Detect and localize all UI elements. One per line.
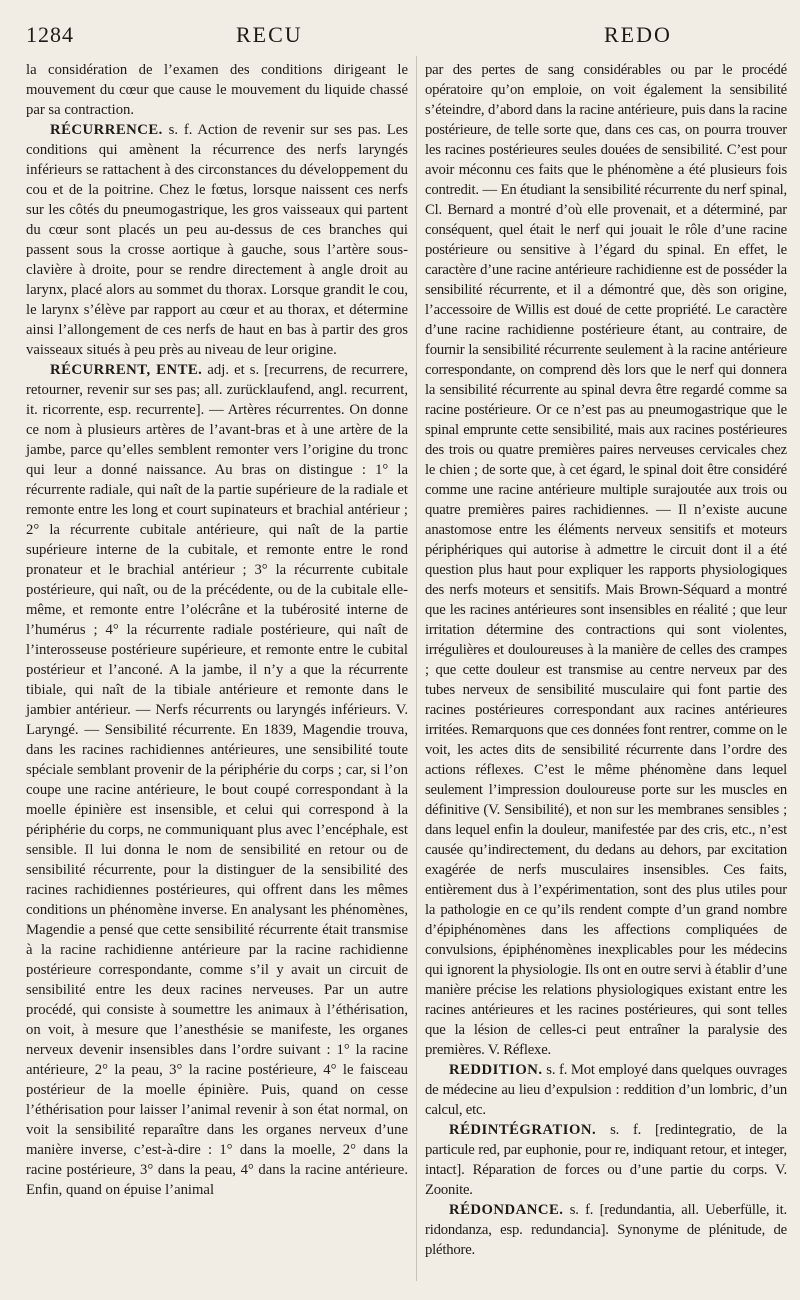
page-number: 1284 bbox=[26, 22, 74, 47]
entry-redintegration bbox=[425, 1120, 787, 1200]
running-head-left: RECU bbox=[236, 22, 303, 47]
headword: RÉCURRENCE. bbox=[50, 122, 163, 138]
entry-redondance bbox=[425, 1200, 787, 1260]
entry-recurrence bbox=[26, 120, 408, 360]
headword: REDDITION. bbox=[449, 1062, 543, 1078]
entry-recurrent bbox=[26, 360, 408, 1200]
headword: RÉDONDANCE. bbox=[449, 1202, 564, 1218]
entry-reddition bbox=[425, 1060, 787, 1120]
entry-body: s. f. Action de revenir sur ses pas. Les conditions qui amènent la récurrence des nerfs laryngés inférieurs se rattachent à des circonstances du développement du cou et de la poitrine. Chez le fœtus, lorsque naissent ces nerfs sur les côtés du pneumogastrique, les gros vaisseaux qui partent du cœur sont placés un peu au-dessus de ces branches qui passent sous la crosse aortique à gauche, sous l’artère sous-clavière à droite, pour se rendre directement à angle droit au larynx, placé alors au sommet du thorax. Lorsque grandit le cou, le larynx s’élève par rapport au cœur et au thorax, et détermine ainsi l’allongement de ces nerfs de haut en bas à partir des gros vaisseaux situés à peu près au niveau de leur origine. bbox=[26, 122, 408, 358]
left-column bbox=[26, 60, 408, 1200]
headword: RÉDINTÉGRATION. bbox=[449, 1122, 597, 1138]
column-divider bbox=[416, 56, 417, 1281]
running-head-right: REDO bbox=[604, 22, 672, 47]
headword: RÉCURRENT, ENTE. bbox=[50, 362, 203, 378]
entry-body: s. f. [redundantia, all. Ueberfülle, it. ridondanza, esp. redundancia]. Synonyme de plénitude, de pléthore. bbox=[425, 1202, 787, 1258]
entry-body: s. f. Mot employé dans quelques ouvrages de médecine au lieu d’expulsion : reddition d’un lombric, d’un calcul, etc. bbox=[425, 1062, 787, 1118]
entry-body: s. f. [redintegratio, de la particule red, par euphonie, pour re, indiquant retour, et integer, intact]. Réparation de forces ou d’une partie du corps. V. Zoonite. bbox=[425, 1122, 787, 1198]
entry-body: adj. et s. [recurrens, de recurrere, retourner, revenir sur ses pas; all. zurücklaufend, angl. recurrent, it. ricorrente, esp. recurrente]. — Artères récurrentes. On donne ce nom à plusieurs artères de l’avant-bras et à une artère de la jambe, parce qu’elles semblent remonter vers l’origine du tronc qui leur a donné naissance. Au bras on distingue : 1° la récurrente radiale, qui naît de la partie supérieure de la radiale et remonte entre les long et court supinateurs et brachial antérieur ; 2° la récurrente cubitale antérieure, qui naît de la partie supérieure interne de la cubitale, et remonte entre le rond pronateur et le brachial antérieur ; 3° la récurrente cubitale postérieure, qui naît, ou de la précédente, ou de la cubitale elle-même, et remonte entre l’olécrâne et la tubérosité interne de l’humérus ; 4° la récurrente radiale postérieure, qui naît de l’interosseuse postérieure supérieure, et remonte entre le cubital postérieur et l’anconé. A la jambe, il n’y a que la récurrente tibiale, qui naît de la tibiale antérieure et remonte dans le jambier antérieur. — Nerfs récurrents ou laryngés inférieurs. V. Laryngé. — Sensibilité récurrente. En 1839, Magendie trouva, dans les racines rachidiennes antérieures, une sensibilité toute spéciale semblant provenir de la périphérie du corps ; car, si l’on coupe une racine antérieure, le bout coupé correspondant à la moelle épinière est insensible, et celui qui correspond à la périphérie du corps, ne communiquant plus avec l’encéphale, est sensible. Il lui donna le nom de sensibilité en retour ou de sensibilité récurrente, pour la distinguer de la sensibilité des racines rachidiennes postérieures, qui offrent dans les mêmes conditions un phénomène inverse. En analysant les phénomènes, Magendie a pensé que cette sensibilité récurrente était transmise à la racine rachidienne antérieure par la racine rachidienne postérieure correspondante, comme s’il y avait un circuit de sensibilité entre les deux racines nerveuses. Par un autre procédé, qui consiste à soumettre les animaux à l’éthérisation, on voit, à mesure que l’anesthésie se manifeste, les organes nerveux devenir insensibles dans l’ordre suivant : 1° la racine antérieure, 2° la peau, 3° la racine postérieure, 4° le faisceau postérieur de la moelle épinière. Puis, quand on cesse l’éthérisation pour laisser l’animal revenir à son état normal, on voit la sensibilité reparaître dans les organes nerveux d’une manière inverse, c’est-à-dire : 1° dans la moelle, 2° dans la racine postérieure, 3° dans la peau, 4° dans la racine antérieure. Enfin, quand on épuise l’animal bbox=[26, 362, 409, 1198]
page-header bbox=[26, 22, 782, 56]
continuation-paragraph: par des pertes de sang considérables ou par le procédé opératoire qu’on emploie, on voit également la sensibilité s’éteindre, d’abord dans la racine antérieure, puis dans la racine postérieure, de telle sorte que, dans ces cas, on pourra trouver les racines postérieures seules douées de sensibilité. C’est pour avoir méconnu ces faits que le phénomène a été plusieurs fois contredit. — En étudiant la sensibilité récurrente du nerf spinal, Cl. Bernard a montré d’où elle provenait, et a déterminé, par conséquent, quel était le nerf qui jouait le rôle d’une racine postérieure ou sensitive à l’égard du spinal. En effet, le caractère d’une racine antérieure rachidienne est de posséder la sensibilité récurrente, et il a démontré que, dès son origine, l’accessoire de Willis est doué de cette propriété. Le caractère d’une racine rachidienne postérieure étant, au contraire, de fournir la sensibilité récurrente seulement à la racine antérieure correspondante, on comprend dès lors que le nerf qui donnera la sensibilité récurrente au spinal devra être regardé comme sa racine postérieure. Or ce n’est pas au pneumogastrique que le spinal emprunte cette sensibilité, mais aux racines postérieures des trois ou quatre premières paires nerveuses cervicales chez le chien ; de sorte que, à cet égard, le spinal doit être considéré comme une racine antérieure multiple surajoutée aux trois ou quatre premières paires rachidiennes. — Il n’existe aucune anastomose entre les éléments nerveux sensitifs et moteurs périphériques qui autorise à admettre le circuit dont il a été question plus haut pour expliquer les rapports physiologiques des nerfs moteurs et sensitifs. Mais Brown-Séquard a montré que les racines antérieures sont insensibles en réalité ; que leur irritation détermine des contractions qui sont violentes, irrégulières et douloureuses à la manière de celles des crampes ; que cette douleur est transmise au centre nerveux par des tubes nerveux de sensibilité musculaire qui font partie des racines postérieures correspondant aux racines antérieures irritées. Remarquons que ces données font rentrer, comme on le voit, les actes dits de sensibilité récurrente dans l’ordre des actions réflexes. C’est le même phénomène dans lequel seulement l’impression douloureuse porte sur les muscles en définitive (V. Sensibilité), et non sur les membranes sensibles ; dans lequel enfin la douleur, manifestée par des cris, etc., n’est causée qu’indirectement, du dedans au dehors, par excitation exagérée de nerfs musculaires insensibles. Ces faits, entièrement dus à l’expérimentation, sont des plus utiles pour la pathologie en ce qu’ils rendent compte d’un grand nombre d’épiphénomènes dans les affections compliquées de convulsions, épiphénomènes inexplicables pour les médecins qui ignorent la physiologie. Ils ont en outre servi à établir d’une manière précise les relations physiologiques existant entre les racines antérieures et les racines postérieures, qui sont telles que la lésion de celles-ci peut entraîner la paralysie des premières. V. Réflexe. bbox=[425, 62, 787, 1058]
continuation-paragraph: la considération de l’examen des conditions dirigeant le mouvement du cœur que cause le mouvement du liquide chassé par sa contraction. bbox=[26, 62, 408, 118]
right-column bbox=[425, 60, 787, 1260]
